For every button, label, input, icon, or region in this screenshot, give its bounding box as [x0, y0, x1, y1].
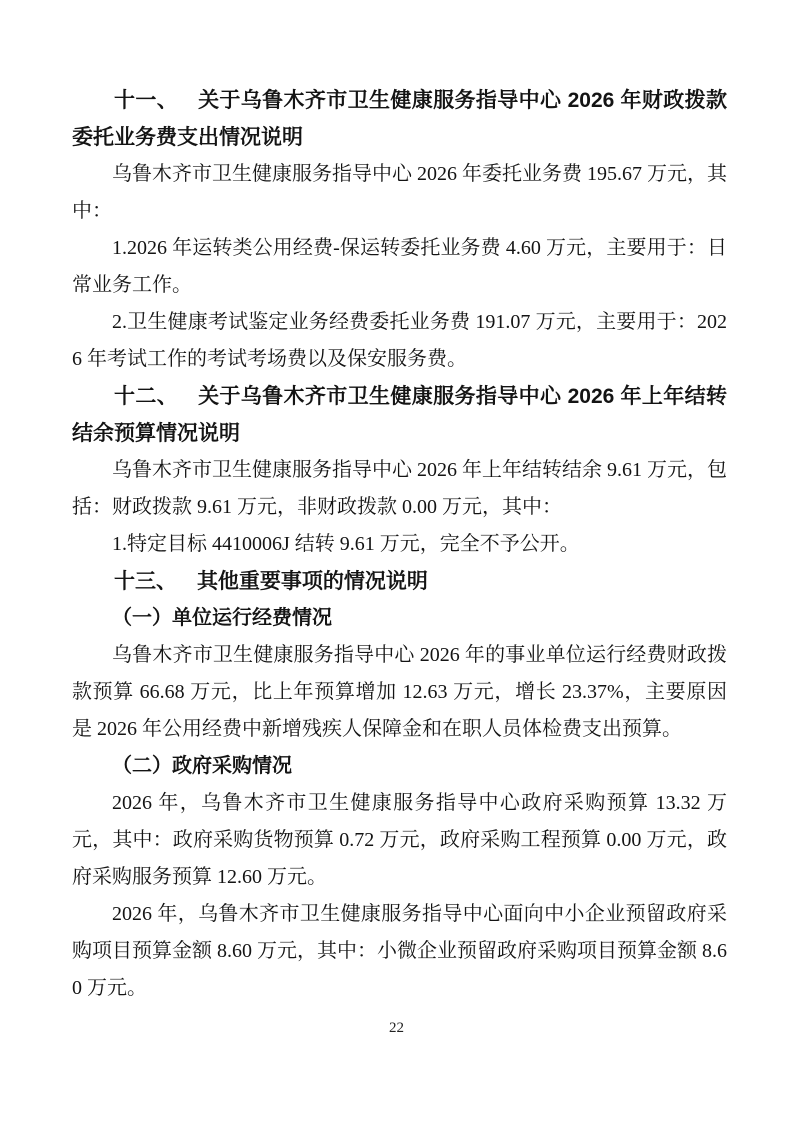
section-12-number: 十二、	[114, 385, 179, 408]
subsection-2	[72, 748, 727, 1007]
paragraph: 乌鲁木齐市卫生健康服务指导中心 2026 年上年结转结余 9.61 万元，包括：财政拨款 9.61 万元，非财政拨款 0.00 万元，其中：	[72, 459, 727, 518]
paragraph: 2026 年，乌鲁木齐市卫生健康服务指导中心政府采购预算 13.32 万元，其中：政府采购货物预算 0.72 万元，政府采购工程预算 0.00 万元，政府采购服务预算 12.60 万元。	[72, 792, 727, 888]
page-footer	[0, 1020, 793, 1037]
page-content	[72, 82, 727, 1007]
paragraph: 1.2026 年运转类公用经费-保运转委托业务费 4.60 万元，主要用于：日常业务工作。	[72, 237, 727, 296]
section-11-heading	[72, 82, 727, 156]
section-11-number: 十一、	[114, 89, 179, 112]
section-11-title: 关于乌鲁木齐市卫生健康服务指导中心 2026 年财政拨款委托业务费支出情况说明	[72, 89, 728, 149]
section-13	[72, 563, 727, 1007]
paragraph: 1.特定目标 4410006J 结转 9.61 万元，完全不予公开。	[112, 533, 580, 555]
section-13-number: 十三、	[114, 570, 177, 593]
section-12	[72, 378, 727, 563]
subsection-1	[72, 600, 727, 748]
subsection-2-heading: （二）政府采购情况	[112, 755, 292, 777]
paragraph: 2026 年，乌鲁木齐市卫生健康服务指导中心面向中小企业预留政府采购项目预算金额 8.60 万元，其中：小微企业预留政府采购项目预算金额 8.60 万元。	[72, 903, 727, 999]
paragraph: 2.卫生健康考试鉴定业务经费委托业务费 191.07 万元，主要用于：2026 年考试工作的考试考场费以及保安服务费。	[72, 311, 727, 370]
paragraph: 乌鲁木齐市卫生健康服务指导中心 2026 年的事业单位运行经费财政拨款预算 66.68 万元，比上年预算增加 12.63 万元，增长 23.37%，主要原因是 2026 年公用经费中新增残疾人保障金和在职人员体检费支出预算。	[72, 644, 727, 740]
section-13-heading	[72, 563, 727, 600]
section-12-heading	[72, 378, 727, 452]
page-number: 22	[389, 1020, 404, 1036]
subsection-1-heading: （一）单位运行经费情况	[112, 607, 332, 629]
section-13-title: 其他重要事项的情况说明	[196, 570, 428, 593]
section-12-title: 关于乌鲁木齐市卫生健康服务指导中心 2026 年上年结转结余预算情况说明	[72, 385, 728, 445]
paragraph: 乌鲁木齐市卫生健康服务指导中心 2026 年委托业务费 195.67 万元，其中：	[72, 163, 727, 222]
section-11	[72, 82, 727, 378]
